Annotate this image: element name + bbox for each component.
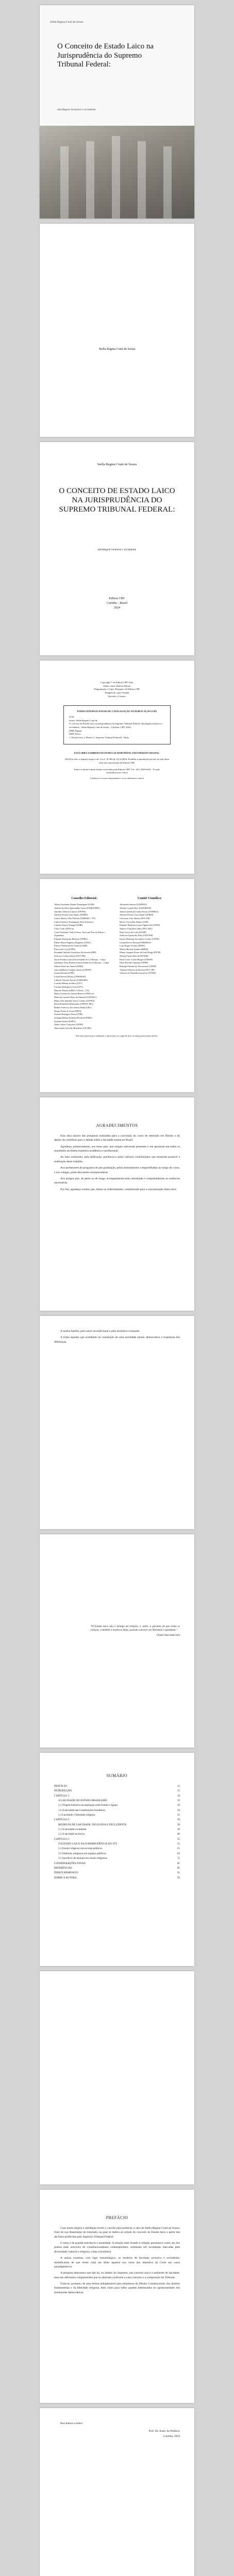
toc-entry[interactable]: [54, 1876, 180, 1880]
publisher-site: Conheça os nossos lançamentos: www.editoracrv.com.br: [90, 776, 144, 779]
publisher-name: Editora CRV: [109, 597, 125, 600]
toc-entry-page: 15: [177, 1789, 180, 1793]
toc-entry-label: 3.1 Ensino religioso nas escolas públicas: [58, 1847, 102, 1851]
member-name: Antônio Pereira Gaio Júnior (UFRRJ): [120, 913, 154, 917]
member-name: Paulo Cesar Corrêa Borges (UNESP): [120, 958, 153, 961]
member-name: Simone Rodrigues Pinto (UNB): [54, 1013, 83, 1016]
toc-entry-page: 39: [177, 1828, 180, 1832]
toc-entry-label: CONSIDERAÇÕES FINAIS: [54, 1861, 86, 1865]
member-name: Tadeu Oliver Gonçalves (UFPA): [54, 1023, 83, 1026]
member-name: Gloria Fariñas León (Universidade de La Havana – Cuba): [54, 958, 106, 961]
member-name: Sergio Nunes de Jesus (IFRO): [54, 1009, 81, 1012]
review-note: Este livro passou por avaliação e aprovação às cegas de dois ou mais pareceristas ad hoc.: [76, 1034, 158, 1037]
toc-entry-page: 93: [177, 1876, 180, 1879]
paragraph: Com muita alegria e satisfação recebi o convite para prefaciar a obra de Stella Regina Conti de Souza, fruto de sua dissertação de mestrado, na qual se dedica ao estudo do conceito de Estado laico a partir das decisões proferidas pelo Supremo Tribunal Federal.: [54, 2226, 180, 2239]
toc-entry-label: CAPÍTULO 2: [54, 1818, 70, 1822]
toc-entry-page: 19: [177, 1794, 180, 1798]
member-name: Elizeu Clementino de Souza (UNEB): [54, 944, 88, 947]
epigraph-text: “O Estado laico não é inimigo da religião; é, antes, a garantia de que todas as crenças, e também a ausência delas, possam conviver em liberdade e igualdade.”: [90, 1625, 180, 1632]
paragraph: A todos aqueles que acreditam na construção de uma sociedade plural, democrática e respeitosa das diferenças.: [54, 1336, 180, 1344]
member-name: Antônio Pereira Gaio Júnior (UFRRJ): [54, 913, 88, 917]
page-toc: [40, 1753, 194, 1966]
paragraph: Aos professores do programa de pós-graduação, pelos ensinamentos compartilhados ao longo do curso, e aos colegas, pelas discussões enriquecedoras.: [54, 1166, 180, 1174]
toc-entry-label: 1.3 Laicidade e liberdade religiosa: [58, 1813, 95, 1817]
page-catalog: [40, 660, 194, 874]
editorial-board-list: [54, 903, 114, 1030]
page-epigraph: [40, 1534, 194, 1748]
paragraph: O tema é de grande relevância e atualidade. A relação entre Estado e religião permanece como um dos pontos mais sensíveis do constitucionalismo contemporâneo, sobretudo em sociedades marcadas pela diversidade cultural e religiosa, como a brasileira.: [54, 2241, 180, 2253]
member-name: Carmen Tereza Velanga (UNIR): [54, 924, 83, 927]
cover-subtitle: abordagem inclusiva e excludente: [57, 108, 96, 111]
catalog-line: Revisão: A Autora: [108, 694, 126, 698]
scientific-committee: [120, 896, 180, 1030]
member-name: Fernando Antônio Gonçalves Alcoforado (IPB): [54, 951, 96, 954]
toc-entry[interactable]: [54, 1837, 180, 1842]
rights-notice: ESTA OBRA TAMBÉM ENCONTRA-SE DISPONÍVEL EM FORMATO DIGITAL.: [74, 751, 160, 754]
paragraph: Aos amigos que, de perto ou de longe, acompanharam esta caminhada e compreenderam as ausências necessárias.: [54, 1177, 180, 1185]
cip-line: O conceito de Estado laico na jurisprudência do Supremo Tribunal Federal: abordagem inclusiva e excludente / Stella Regina Conti de Souza – Curitiba: CRV, 2024.: [69, 722, 163, 728]
rights-notice-2: 2024 Foi feito o depósito legal conf. Lei nº 10.994 de 14/12/2004. Proibida a reprodução parcial ou total desta obra sem autorização da Editora CRV.: [64, 758, 170, 764]
toc-entry-label: 1.2 A laicidade nas Constituições brasileiras: [58, 1808, 106, 1812]
toc-entry[interactable]: [54, 1813, 180, 1818]
paragraph: A minha família, pelo amor incondicional e pelo incentivo constante.: [60, 1330, 140, 1333]
toc-entry-label: CAPÍTULO 3: [54, 1837, 70, 1841]
toc-entry-page: 39: [177, 1818, 180, 1822]
member-name: Eduardo Henrique Lopes Figueiredo (UENP): [120, 924, 160, 927]
member-name: Paulo Romualdo Hernandes (UNIFAL-MG): [54, 1003, 93, 1006]
member-name: Gláucio Gonçalves Sales (PUC-MG): [120, 927, 153, 930]
member-name: Ilton Garcia da Costa (UENP): [120, 930, 146, 934]
title-page-publisher: [60, 597, 174, 611]
toc-entry[interactable]: [54, 1799, 180, 1803]
preface-signature: Prof. Dr. Autor do Prefácio: [148, 2430, 180, 2433]
member-name: Rodrigo Fabiano do Nascimento (UENP): [120, 965, 157, 968]
page-dedication: [40, 1316, 194, 1529]
member-name: Josania Portela (UFPI): [54, 972, 75, 975]
toc-entry-page: 91: [177, 1871, 180, 1875]
page-preface-end: [40, 2408, 194, 2576]
toc-entry-label: REFERÊNCIAS: [54, 1866, 72, 1870]
acknowledgments-title: AGRADECIMENTOS: [96, 1123, 138, 1128]
member-name: Lourdes Helena da Silva (UFV): [54, 982, 82, 985]
page-council: [40, 879, 194, 1092]
preface-title: PREFÁCIO: [106, 2215, 128, 2220]
paragraph: Por fim, agradeço a todos que, direta ou indiretamente, contribuíram para a concretização desta obra.: [60, 1188, 177, 1191]
toc-entry[interactable]: [54, 1818, 180, 1822]
member-name: Sydione Santos (UEPG): [54, 1020, 76, 1023]
paragraph: Ao meu orientador, pela dedicação, paciência e pelas valiosas contribuições que tornaram possível a realização deste trabalho.: [54, 1156, 180, 1163]
toc-entry[interactable]: [54, 1861, 180, 1866]
page-half-title: [40, 224, 194, 437]
toc-entry-page: 85: [177, 1866, 180, 1870]
member-name: Elione Maria Nogueira Diogenes (UFAL): [54, 941, 91, 944]
toc-entry-page: 55: [177, 1847, 180, 1851]
member-name: Alfredo Copetti Neto (UNIOESTE): [120, 906, 152, 909]
toc-entry-page: 55: [177, 1842, 180, 1846]
toc-entry[interactable]: [54, 1871, 180, 1875]
member-name: Nelson Finotti Silva (UNIVEM): [120, 955, 148, 958]
paragraph: Agradeço, primeiramente, aos meus pais, que sempre estiveram presentes e me apoiaram em todos os momentos da minha trajetória acadêmica e profissional.: [54, 1145, 180, 1153]
member-name: Kassio Henrique dos Santos Gomes (UENP): [120, 937, 159, 940]
toc-entry-label: MODELOS DE LAICIDADE: INCLUSIVA E EXCLUDENTE: [58, 1823, 127, 1826]
toc-entry[interactable]: [54, 1789, 180, 1793]
member-name: Paulo Ricardo Opuszka (UFPR): [120, 961, 148, 964]
toc-entry-label: A LAICIDADE DO ESTADO BRASILEIRO: [58, 1799, 107, 1802]
toc-entry-page: 31: [177, 1813, 180, 1817]
member-name: Renato Francisco dos Santos Paula (UFG): [54, 1006, 92, 1009]
member-name: Luiz Sérgio Arcanjo (IFMA): [120, 944, 145, 947]
epigraph: [90, 1625, 180, 1637]
member-name: Carlos Alberto Vilar Estêvão (UMINHO – PT): [54, 917, 96, 920]
toc-entry[interactable]: [54, 1842, 180, 1846]
paragraph: A pesquisa demonstra que não há, no âmbito do Supremo, um conceito único e uniforme de laicidade, mas sim diferentes compreensões que se alternam conforme o caso concreto e a composição do Tribunal.: [54, 2272, 180, 2279]
toc-entry-label: 2.1 A laicidade excludente: [58, 1828, 87, 1832]
title-page-subtitle: abordagem inclusiva e excludente: [97, 548, 137, 551]
member-name: João Adalberto Campato Junior (UNESP): [54, 968, 91, 971]
acknowledgments-body: [54, 1134, 180, 1192]
dedication-body: [54, 1329, 180, 1344]
toc-entry-page: 63: [177, 1852, 180, 1855]
publisher-city: Curitiba – Brasil: [107, 602, 127, 605]
cip-line: Souza, Stella Regina Conti de: [69, 719, 97, 722]
member-name: Vladmir Oliveira da Silveira (PUC-SP): [120, 968, 155, 971]
toc-entry-page: 39: [177, 1823, 180, 1826]
member-name: Márcio Ricardo Staffen (IMED): [120, 947, 148, 951]
member-name: Jefferson Aparecido Dias (UNIVEM): [120, 934, 153, 937]
toc-entry[interactable]: [54, 1808, 180, 1813]
toc-entry-page: 19: [177, 1804, 180, 1807]
editorial-board-title: Conselho Editorial:: [71, 897, 97, 900]
toc-entry[interactable]: [54, 1823, 180, 1827]
catalog-line: Diagramação e Capa: Designers da Editora CRV: [94, 688, 140, 691]
cip-line: ISBN Digital: [69, 729, 82, 732]
cover-author: Stella Regina Conti de Souza: [50, 21, 83, 24]
member-name: Anselmo Alencar Colares (UFOPA): [54, 910, 86, 913]
catalog-line: Copyright © da Editora CRV Ltda.: [100, 681, 134, 684]
member-name: Leonel Severo Rocha (UNISINOS): [54, 975, 86, 978]
member-name: Cesar Gerónimo Tello (Univer. Nacional Três de Febrero – Argentina): [54, 930, 107, 937]
page-title: [40, 442, 194, 655]
toc-entry[interactable]: [54, 1784, 180, 1789]
toc-entry-page: 11: [177, 1784, 180, 1788]
preface-closing: Boa leitura a todos!: [60, 2422, 83, 2425]
editorial-board: [54, 896, 114, 1030]
member-name: Vinícius de Almeida Gonçalves (UFAM): [120, 972, 156, 975]
member-name: Andréia da Silva Quintanilha Sousa (UNIR/UFRN): [54, 906, 100, 909]
member-name: Eduardo Fernandes Barbosa (UFMG): [54, 937, 88, 940]
catalog-line: Imagem de capa: Freepik: [105, 691, 129, 694]
title-page-author: Stella Regina Conti de Souza: [97, 463, 137, 466]
cover-title: O Conceito de Estado Laico na Jurisprudência do Supremo Tribunal Federal:: [57, 42, 154, 69]
toc-entry[interactable]: [54, 1852, 180, 1856]
member-name: Mauro Augusto Ponce de Leão Braga (UFOP): [120, 951, 161, 954]
member-name: Guillermo Arias Beatón (Universidade de La Havana – Cuba): [54, 961, 109, 964]
catalog-block: [63, 681, 171, 780]
toc-entry[interactable]: [54, 1803, 180, 1808]
member-name: Maria Lília Imbiriba Sousa Colares (UFOPA): [54, 999, 95, 1002]
cip-line: ISBN Físico: [69, 733, 81, 736]
publisher-year: 2024: [114, 606, 120, 609]
toc-entry-label: 3.2 Símbolos religiosos em espaços públicos: [58, 1852, 106, 1855]
paragraph: A autora examina, com rigor metodológico, os modelos de laicidade inclusiva e excludente, identificando de que modo cada um deles aparece nos votos dos ministros da Corte em casos paradigmáticos.: [54, 2257, 180, 2268]
toc-title: SUMÁRIO: [106, 1773, 128, 1778]
member-name: Lídia de Oliveira Xavier (UNIEURO): [54, 978, 88, 981]
toc-entry-label: PREFÁCIO: [54, 1784, 68, 1788]
toc-entry-label: 2.2 A laicidade inclusiva: [58, 1833, 85, 1836]
toc-entry-label: 3.3 Sacrifício de animais em rituais religiosos: [58, 1857, 107, 1860]
cip-line: S729: [69, 715, 74, 718]
page-preface: [40, 2190, 194, 2403]
toc-entry-page: 19: [177, 1799, 180, 1802]
member-name: Luciano Rodrigues Costa (UFV): [54, 986, 83, 989]
member-name: Aldira Guimarães Duarte Domínguez (UNB): [54, 903, 94, 906]
toc-entry-label: ÍNDICE REMISSIVO: [54, 1871, 78, 1875]
member-name: Marcelo Paixão (UFRJ e UTexas – US): [54, 989, 89, 992]
cover-image: [40, 126, 194, 218]
catalog-line: Editor-chefe: Railson Moura: [103, 684, 131, 687]
paragraph: Trata-se, portanto, de uma leitura indispensável para estudiosos do Direito Constitucional, dos direitos fundamentais e da liberdade religiosa, bem como para todos aqueles interessados no aprimoramento das instituições democráticas.: [54, 2282, 180, 2294]
member-name: Élsio José Corá (UFFS): [54, 947, 75, 951]
toc-entry-label: O ESTADO LAICO NA JURISPRUDÊNCIA DO STF: [58, 1842, 118, 1846]
publisher-address: Todos os direitos desta edição reservados pela Editora CRV. Tel.: (41) 3029-6416 – E-mail: sac@editoracrv.com.br: [74, 768, 160, 774]
toc-entry-page: 55: [177, 1837, 180, 1841]
member-name: Maria de Lourdes Pinto de Almeida (UNOESC): [54, 996, 97, 999]
toc-entry-label: SOBRE A AUTORA: [54, 1876, 77, 1879]
toc-entry[interactable]: [54, 1866, 180, 1871]
member-name: Carlos Federico Dominguez Avila (Unieuro): [54, 920, 94, 923]
page-acknowledgments: [40, 1097, 194, 1311]
member-name: Celso Conti (UFSCar): [54, 927, 74, 930]
half-title-author: Stella Regina Conti de Souza: [98, 348, 136, 351]
title-page-title: O CONCEITO DE ESTADO LAICO NA JURISPRUDÊNCIA DO SUPREMO TRIBUNAL FEDERAL:: [59, 487, 175, 514]
scientific-committee-list: [120, 903, 180, 975]
preface-place-date: Curitiba, 2024: [163, 2434, 180, 2438]
council-grid: [54, 896, 180, 1030]
page-cover: [40, 5, 194, 218]
toc-entry[interactable]: [54, 1832, 180, 1837]
member-name: Anna Candida da Cunha Ferraz (UNIFIEO): [120, 910, 159, 913]
member-name: Tania Suely Azevedo Brasileiro (UFOPA): [54, 1026, 92, 1029]
epigraph-source: (Autor desconhecido): [156, 1634, 180, 1637]
toc-entry-page: 24: [177, 1808, 180, 1812]
member-name: Francisco Carlos Duarte (PUC-PR): [54, 955, 86, 958]
toc-entry-label: CAPÍTULO 1: [54, 1794, 70, 1798]
cip-line: 1. Estado laico 2. Direito 3. Supremo Tribunal Federal I. Título: [69, 736, 129, 739]
member-name: Leonel Severo Rocha (UNISINOS): [120, 941, 151, 944]
member-name: Maria Cristina dos Santos Bezerra (UFSCar): [54, 992, 94, 995]
toc-entry-label: 1.1 Origem histórica da separação entre Estado e Igreja: [58, 1804, 118, 1807]
toc-entry-label: INTRODUÇÃO: [54, 1789, 72, 1793]
toc-entry[interactable]: [54, 1827, 180, 1832]
scientific-committee-title: Comitê Científico:: [137, 897, 162, 900]
member-name: Alexandre Sanson (UNIFIEO): [120, 903, 147, 906]
toc-entry[interactable]: [54, 1846, 180, 1851]
page-blank: [40, 1971, 194, 2184]
member-name: Solange Helena Ximenes-Rocha (UFOPA): [54, 1016, 92, 1019]
toc-list: [54, 1784, 180, 1880]
paragraph: Esta obra nasceu das pesquisas realizadas para a conclusão do curso de mestrado em Direito e do desejo de contribuir para o debate sobre a laicidade estatal no Brasil.: [54, 1134, 180, 1142]
member-name: Cleverson Leite Bastos (PUC-PR): [120, 917, 150, 920]
member-name: Jailson Alves dos Santos (UFRJ): [54, 965, 83, 968]
member-name: Dirceo Torrecillas Ramos (USP): [120, 920, 148, 923]
toc-entry-page: 81: [177, 1861, 180, 1865]
toc-entry-page: 46: [177, 1833, 180, 1836]
toc-entry[interactable]: [54, 1794, 180, 1799]
cip-title: DADOS INTERNACIONAIS DE CATALOGAÇÃO NA PUBLICAÇÃO (CIP): [77, 710, 157, 713]
preface-body: [54, 2226, 180, 2295]
toc-entry[interactable]: [54, 1856, 180, 1861]
cip-box: [63, 705, 171, 744]
toc-entry-page: 71: [177, 1857, 180, 1860]
